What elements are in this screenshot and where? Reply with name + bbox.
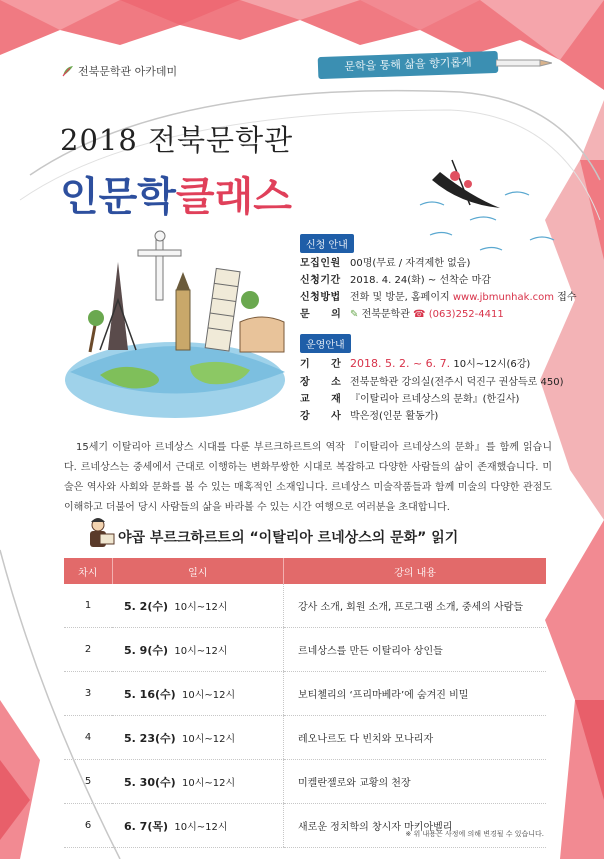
pencil-icon	[496, 57, 552, 69]
intro-paragraph	[64, 438, 552, 518]
apply-label: 신청방법	[300, 292, 341, 303]
header-datetime: 일시	[112, 558, 284, 584]
logo-text: 전북문학관 아카데미	[78, 65, 178, 78]
main-title-part2: 클래스	[175, 174, 292, 220]
table-header-row	[64, 558, 546, 584]
gondola-illustration	[420, 160, 554, 250]
table-row	[64, 804, 546, 848]
operation-label: 교 재	[300, 394, 342, 405]
apply-label: 문 의	[300, 309, 342, 320]
main-title	[60, 165, 292, 222]
session-date: 6. 7(목)	[124, 819, 168, 833]
session-number: 1	[64, 584, 112, 628]
period-dates: 2018. 5. 2. ~ 6. 7.	[350, 357, 451, 370]
session-number: 2	[64, 628, 112, 672]
header-content: 강의 내용	[284, 558, 547, 584]
apply-value: 2018. 4. 24(화) ~ 선착순 마감	[350, 275, 491, 286]
session-date: 5. 2(수)	[124, 599, 168, 613]
session-date: 5. 16(수)	[124, 687, 176, 701]
session-content: 레오나르도 다 빈치와 모나리자	[284, 716, 547, 760]
tagline-banner: 문학을 통해 삶을 향기롭게	[318, 51, 499, 79]
session-datetime	[112, 804, 284, 848]
session-content: 새로운 정치학의 창시자 마키아벨리	[284, 804, 547, 848]
apply-label: 모집인원	[300, 258, 341, 269]
session-content: 르네상스를 만든 이탈리아 상인들	[284, 628, 547, 672]
year-title: 2018 전북문학관	[60, 123, 294, 157]
intro-text: 15세기 이탈리아 르네상스 시대를 다룬 부르크하르트의 역작 『이탈리아 르네상스의 문화』를 함께 읽습니다. 르네상스는 중세에서 근대로 이행하는 변화무쌍한 시대로 복잡하고 다양한 사람들의 삶이 존재했습니다. 미술은 역사와 사회와 문화를 볼 수 있는 매혹적인 소재입니다. 르네상스 미술작품들과 함께 미술의 다양한 관점도 이해하고 더불어 당시 사람들의 삶을 바라볼 수 있는 시간 여행으로 여러분을 초대합니다.	[64, 442, 552, 513]
leaf-logo-icon: ✎	[350, 309, 359, 320]
globe-landmarks-illustration	[65, 231, 285, 418]
session-time: 10시~12시	[182, 777, 236, 789]
apply-method-suffix: 접수	[553, 292, 577, 303]
session-datetime	[112, 628, 284, 672]
apply-value	[350, 305, 504, 320]
operation-label: 강 사	[300, 411, 342, 422]
session-content: 보티첼리의 ‘프리마베라’에 숨겨진 비밀	[284, 672, 547, 716]
session-datetime	[112, 716, 284, 760]
apply-method-text: 전화 및 방문, 홈페이지	[350, 292, 453, 303]
session-date: 5. 23(수)	[124, 731, 176, 745]
apply-row	[300, 271, 491, 286]
operation-row	[300, 355, 530, 370]
operation-row	[300, 373, 563, 388]
reader-character-icon	[84, 516, 116, 550]
academy-logo	[62, 63, 177, 79]
session-time: 10시~12시	[174, 601, 228, 613]
apply-label: 신청기간	[300, 275, 341, 286]
session-number: 5	[64, 760, 112, 804]
contact-phone: ☎ (063)252-4411	[413, 309, 504, 320]
apply-value: 00명(무료 / 자격제한 없음)	[350, 258, 471, 269]
homepage-link[interactable]: www.jbmunhak.com	[452, 292, 554, 303]
table-row	[64, 584, 546, 628]
session-date: 5. 9(수)	[124, 643, 168, 657]
session-content: 미켈란젤로와 교황의 천장	[284, 760, 547, 804]
operation-value: 전북문학관 강의실(전주시 덕진구 권삼득로 450)	[350, 377, 564, 388]
session-time: 10시~12시	[182, 689, 236, 701]
session-time: 10시~12시	[174, 821, 228, 833]
operation-value	[350, 355, 530, 370]
apply-row	[300, 305, 504, 320]
operation-row	[300, 390, 519, 405]
main-title-part1: 인문학	[60, 174, 176, 220]
operation-value: 『이탈리아 르네상스의 문화』(한길사)	[350, 394, 520, 405]
apply-row	[300, 288, 576, 303]
apply-badge: 신청 안내	[300, 234, 354, 253]
period-time: 10시~12시(6강)	[450, 359, 531, 370]
session-content: 강사 소개, 회원 소개, 프로그램 소개, 중세의 사람들	[284, 584, 547, 628]
operation-label: 장 소	[300, 377, 342, 388]
header-session: 차시	[64, 558, 112, 584]
operation-label: 기 간	[300, 359, 342, 370]
table-row	[64, 628, 546, 672]
session-date: 5. 30(수)	[124, 775, 176, 789]
footnote: ※ 위 내용은 사정에 의해 변경될 수 있습니다.	[405, 830, 544, 838]
session-number: 3	[64, 672, 112, 716]
apply-value	[350, 288, 576, 303]
session-datetime	[112, 672, 284, 716]
table-row	[64, 672, 546, 716]
session-time: 10시~12시	[174, 645, 228, 657]
schedule-table	[64, 558, 546, 848]
table-row	[64, 760, 546, 804]
session-number: 4	[64, 716, 112, 760]
session-datetime	[112, 584, 284, 628]
table-row	[64, 716, 546, 760]
session-number: 6	[64, 804, 112, 848]
operation-badge: 운영안내	[300, 334, 351, 353]
operation-row	[300, 407, 438, 422]
operation-value: 박은정(인문 활동가)	[350, 411, 439, 422]
session-datetime	[112, 760, 284, 804]
apply-row	[300, 254, 470, 269]
leaf-logo-icon	[62, 65, 74, 77]
reading-title: 야곱 부르크하르트의 “이탈리아 르네상스의 문화” 읽기	[118, 530, 459, 546]
contact-org: 전북문학관	[361, 309, 414, 320]
session-time: 10시~12시	[182, 733, 236, 745]
